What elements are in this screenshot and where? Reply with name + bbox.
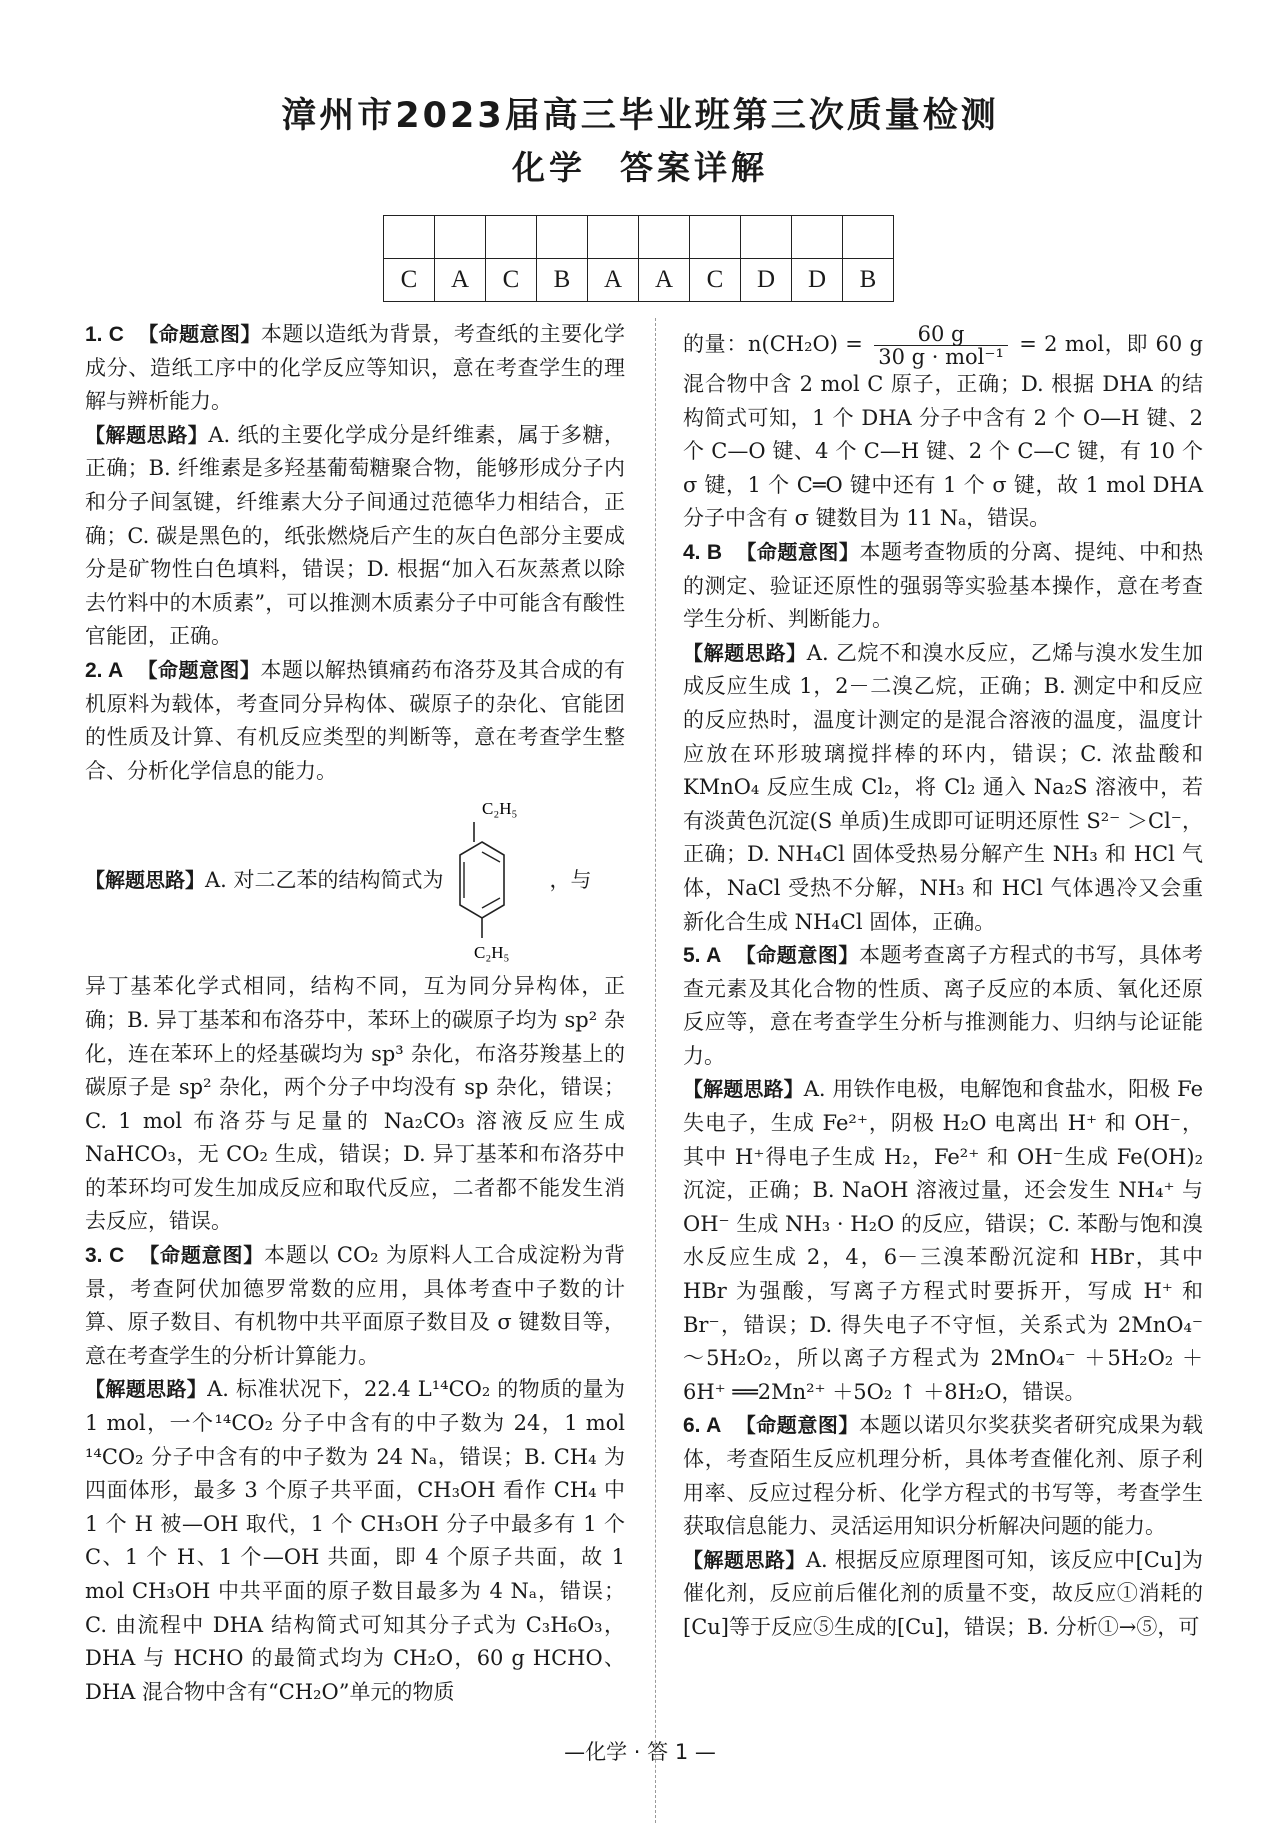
answer-table (383, 215, 894, 302)
fraction (874, 323, 1008, 368)
q6-number: 6. A (683, 1414, 722, 1438)
q2-idea-a: A. 对二乙苯的结构简式为 (205, 867, 444, 892)
ethyl-bottom-label: C₂H₅ (473, 943, 509, 963)
answer-cell: A (435, 259, 486, 302)
intent-tag: 【命题意图】 (138, 322, 261, 346)
q2-idea-b: ，与 (549, 867, 592, 892)
fraction-denominator: 30 g · mol⁻¹ (878, 345, 1004, 369)
diethylbenzene-structure-icon (452, 796, 542, 964)
q1-idea: A. 纸的主要化学成分是纤维素，属于多糖，正确；B. 纤维素是多羟基葡萄糖聚合物，能够形成分子内和分子间氢键，纤维素大分子间通过范德华力相结合，正确；C. 碳是黑色的，纸张燃烧后产生的灰白色部分主要成分是矿物性白色填料，错误；D. 根据“加入石灰蒸煮以除去竹料中的木质素”，可以推测木质素分子中可能含有酸性官能团，正确。 (85, 422, 626, 649)
q4-intent: 本题考查物质的分离、提纯、中和热的测定、验证还原性的强弱等实验基本操作，意在考查学生分析、判断能力。 (683, 539, 1204, 632)
idea-tag: 【解题思路】 (85, 1377, 208, 1402)
intent-tag: 【命题意图】 (139, 1243, 265, 1268)
q1-number: 1. C (85, 323, 124, 346)
left-column (85, 318, 625, 1709)
question-2 (85, 654, 625, 788)
column-divider (655, 318, 656, 1823)
idea-tag: 【解题思路】 (683, 1547, 806, 1572)
q3-number: 3. C (85, 1244, 125, 1268)
q3-cont-a: 的量：n(CH₂O) = (683, 332, 863, 356)
q2-idea-para (85, 970, 625, 1239)
answer-cell: B (843, 259, 894, 302)
ethyl-top-label: C₂H₅ (481, 799, 517, 819)
subject-label: 化学 (512, 148, 586, 187)
intent-tag: 【命题意图】 (137, 657, 261, 682)
answer-table-header-row (384, 216, 894, 259)
idea-tag: 【解题思路】 (683, 1077, 804, 1102)
answer-cell: B (537, 259, 588, 302)
q3-idea: A. 标准状况下，22.4 L¹⁴CO₂ 的物质的量为 1 mol，一个¹⁴CO₂ 分子中含有的中子数为 24，1 mol ¹⁴CO₂ 分子中含有的中子数为 24 Nₐ，错误；B. CH₄ 为四面体形，最多 3 个原子共平面，CH₃OH 看作 CH₄ 中 1 个 H 被—OH 取代，1 个 CH₃OH 分子中最多有 1 个 C、1 个 H、1 个—OH 共面，即 4 个原子共面，故 1 mol CH₃OH 中共平面的原子数目最多为 4 Nₐ，错误；C. 由流程中 DHA 结构简式可知其分子式为 C₃H₆O₃，DHA 与 HCHO 的最简式均为 CH₂O，60 g HCHO、DHA 混合物中含有“CH₂O”单元的物质 (85, 1377, 626, 1704)
answer-cell: D (792, 259, 843, 302)
answer-cell: C (486, 259, 537, 302)
q4-number: 4. B (683, 540, 723, 564)
q5-intent: 本题考查离子方程式的书写，具体考查元素及其化合物的性质、离子反应的本质、氧化还原反应等，意在考查学生分析与推测能力、归纳与论证能力。 (683, 943, 1204, 1068)
q3-continuation (683, 323, 1203, 536)
fraction-numerator: 60 g (874, 323, 1008, 346)
question-1 (85, 318, 625, 419)
intent-tag: 【命题意图】 (735, 943, 859, 968)
q3-cont-b: = 2 mol，即 60 g 混合物中含 2 mol C 原子，正确；D. 根据 DHA 的结构简式可知，1 个 DHA 分子中含有 2 个 O—H 键、2 个 C—O 键、4 个 C—H 键、2 个 C—C 键，有 10 个 σ 键，1 个 C═O 键中还有 1 个 σ 键，故 1 mol DHA 分子中含有 σ 键数目为 11 Nₐ，错误。 (683, 332, 1203, 531)
q6-idea-para (683, 1544, 1203, 1645)
q3-intent: 本题以 CO₂ 为原料人工合成淀粉为背景，考查阿伏加德罗常数的应用，具体考查中子数的计算、原子数目、有机物中共平面原子数目及 σ 键数目等，意在考查学生的分析计算能力。 (85, 1243, 625, 1368)
idea-tag: 【解题思路】 (85, 422, 209, 447)
idea-tag: 【解题思路】 (683, 640, 807, 665)
question-5 (683, 939, 1203, 1073)
answer-cell: C (384, 259, 435, 302)
answer-cell: C (690, 259, 741, 302)
q6-idea: A. 根据反应原理图可知，该反应中[Cu]为催化剂，反应前后催化剂的质量不变，故反应①消耗的[Cu]等于反应⑤生成的[Cu]，错误；B. 分析①→⑤，可 (683, 1547, 1204, 1639)
q5-idea-para (683, 1073, 1203, 1409)
q2-idea-c: 异丁基苯化学式相同，结构不同，互为同分异构体，正确；B. 异丁基苯和布洛芬中，苯环上的碳原子均为 sp² 杂化，连在苯环上的烃基碳均为 sp³ 杂化，布洛芬羧基上的碳原子是 sp² 杂化，两个分子中均没有 sp 杂化，错误；C. 1 mol 布洛芬与足量的 Na₂CO₃ 溶液反应生成 NaHCO₃，无 CO₂ 生成，错误；D. 异丁基苯和布洛芬中的苯环均可发生加成反应和取代反应，二者都不能发生消去反应，错误。 (85, 974, 625, 1234)
page-title: 漳州市2023届高三毕业班第三次质量检测 (281, 96, 999, 136)
q4-idea-para (683, 637, 1203, 939)
answer-cell: A (639, 259, 690, 302)
q2-intent: 本题以解热镇痛药布洛芬及其合成的有机原料为载体，考查同分异构体、碳原子的杂化、官能团的性质及计算、有机反应类型的判断等，意在考查学生整合、分析化学信息的能力。 (85, 657, 626, 783)
intent-tag: 【命题意图】 (735, 1413, 859, 1438)
q1-intent: 本题以造纸为背景，考查纸的主要化学成分、造纸工序中的化学反应等知识，意在考查学生的理解与辨析能力。 (85, 322, 626, 414)
q3-idea-para (85, 1373, 625, 1709)
answer-cell: A (588, 259, 639, 302)
page-footer: —化学 · 答 1 — (564, 1740, 716, 1764)
answer-cell: D (741, 259, 792, 302)
q1-idea-para (85, 419, 625, 654)
intent-tag: 【命题意图】 (736, 539, 860, 564)
q5-idea: A. 用铁作电极，电解饱和食盐水，阳极 Fe 失电子，生成 Fe²⁺，阴极 H₂O 电离出 H⁺ 和 OH⁻，其中 H⁺得电子生成 H₂，Fe²⁺ 和 OH⁻生成 Fe(OH)₂ 沉淀，正确；B. NaOH 溶液过量，还会发生 NH₄⁺ 与 OH⁻ 生成 NH₃ · H₂O 的反应，错误；C. 苯酚与饱和溴水反应生成 2，4，6－三溴苯酚沉淀和 HBr，其中 HBr 为强酸，写离子方程式时要拆开，写成 H⁺ 和 Br⁻，错误；D. 得失电子不守恒，关系式为 2MnO₄⁻ ～5H₂O₂，所以离子方程式为 2MnO₄⁻ ＋5H₂O₂ ＋6H⁺ ══2Mn²⁺ ＋5O₂ ↑ ＋8H₂O，错误。 (683, 1077, 1204, 1404)
answer-table-answer-row (384, 259, 894, 302)
page-subtitle (0, 142, 1280, 189)
question-6 (683, 1409, 1203, 1543)
q4-idea: A. 乙烷不和溴水反应，乙烯与溴水发生加成反应生成 1，2－二溴乙烷，正确；B. 测定中和反应的反应热时，温度计测定的是混合溶液的温度，温度计应放在环形玻璃搅拌棒的环内，错误；C. 浓盐酸和 KMnO₄ 反应生成 Cl₂，将 Cl₂ 通入 Na₂S 溶液中，若有淡黄色沉淀(S 单质)生成即可证明还原性 S²⁻ ＞Cl⁻，正确；D. NH₄Cl 固体受热易分解产生 NH₃ 和 HCl 气体，NaCl 受热不分解，NH₃ 和 HCl 气体遇冷又会重新化合生成 NH₄Cl 固体，正确。 (683, 640, 1204, 934)
q5-number: 5. A (683, 944, 722, 968)
idea-tag: 【解题思路】 (85, 867, 205, 892)
question-3 (85, 1239, 625, 1373)
question-4 (683, 536, 1203, 637)
subtitle-label: 答案详解 (620, 148, 768, 187)
q2-number: 2. A (85, 658, 124, 682)
right-column (683, 323, 1203, 1645)
q6-intent: 本题以诺贝尔奖获奖者研究成果为载体，考查陌生反应机理分析，具体考查催化剂、原子利用率、反应过程分析、化学方程式的书写等，考查学生获取信息能力、灵活运用知识分析解决问题的能力。 (683, 1413, 1204, 1539)
q2-structure-line (85, 796, 625, 964)
